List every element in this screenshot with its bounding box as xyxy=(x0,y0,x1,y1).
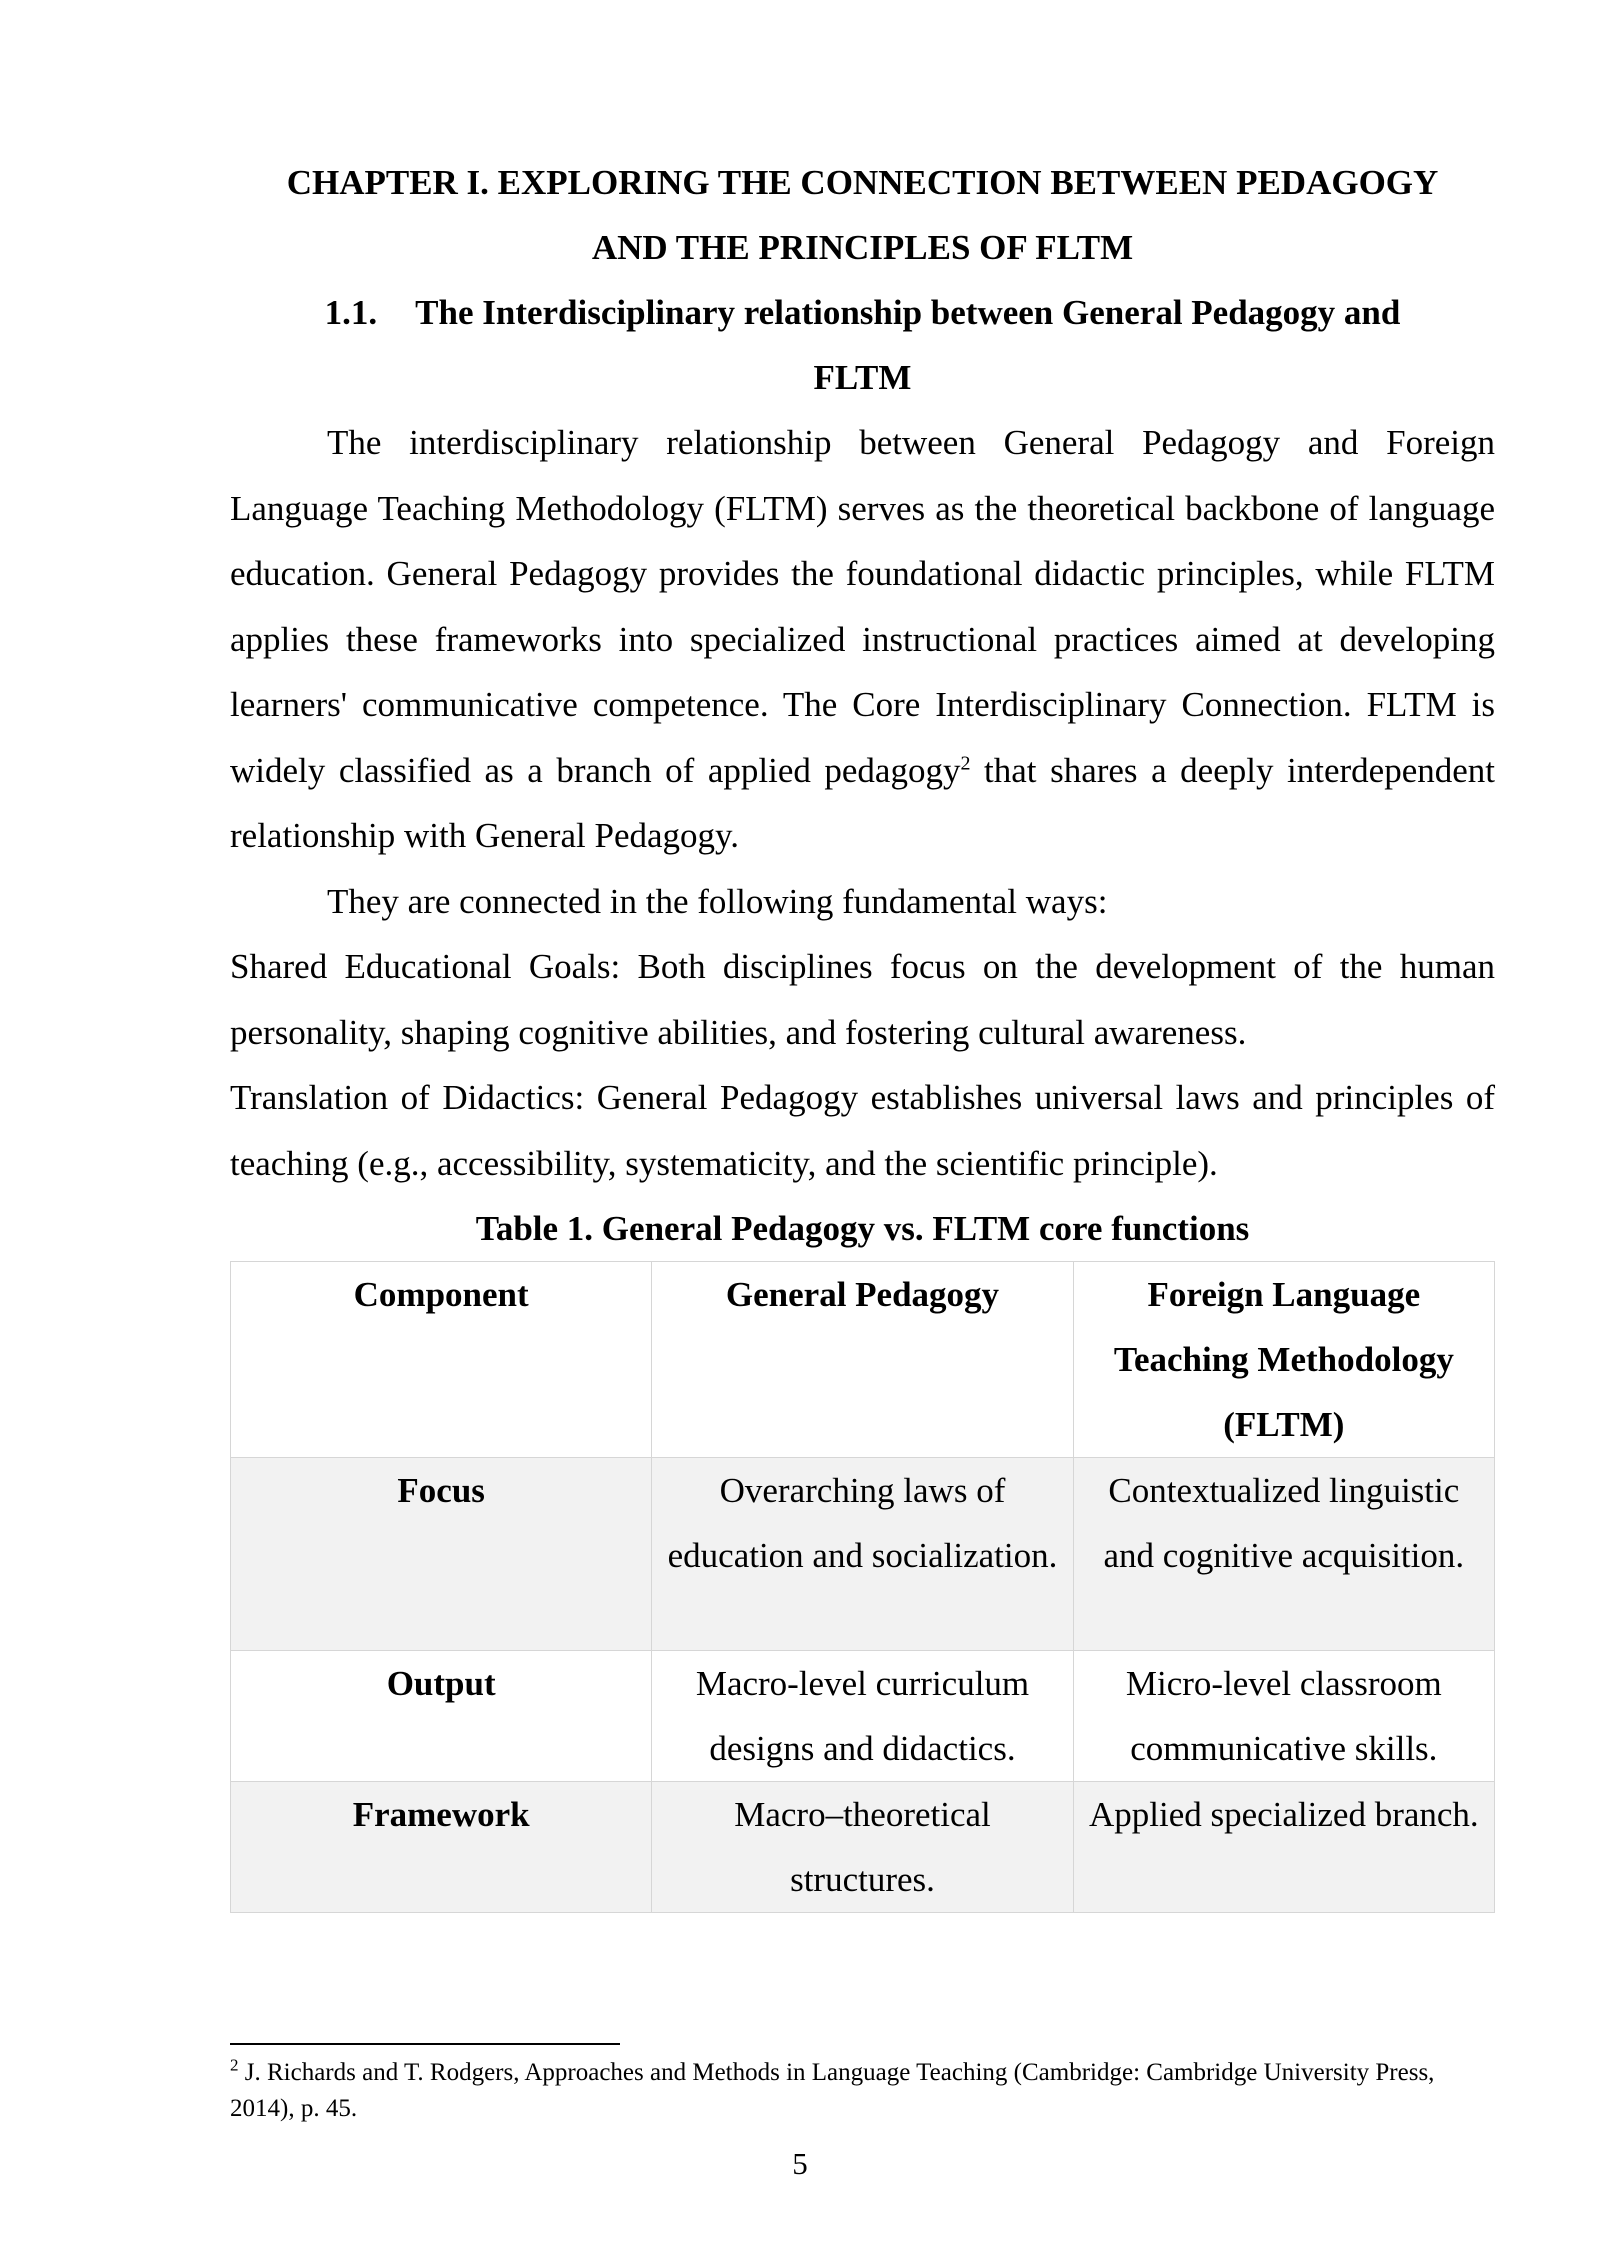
paragraph-3: Shared Educational Goals: Both disciplines focus on the development of the human personality, shaping cognitive abilities, and fostering cultural awareness. xyxy=(230,947,1495,1052)
row-label-focus: Focus xyxy=(231,1458,652,1651)
footnote-reference[interactable]: 2 xyxy=(960,751,971,774)
section-title-line-2: FLTM xyxy=(813,358,912,397)
header-general-pedagogy: General Pedagogy xyxy=(652,1262,1073,1458)
paragraph-2: They are connected in the following fundamental ways: xyxy=(327,881,1108,921)
section-title-line-1: The Interdisciplinary relationship between General Pedagogy and xyxy=(415,293,1401,332)
cell-general-pedagogy: Macro-level curriculum designs and didactics. xyxy=(652,1651,1073,1782)
document-page xyxy=(230,150,1495,1913)
header-fltm: Foreign Language Teaching Methodology (FLTM) xyxy=(1073,1262,1494,1458)
comparison-table xyxy=(230,1261,1495,1913)
paragraph-4: Translation of Didactics: General Pedagogy establishes universal laws and principles of teaching (e.g., accessibility, systematicity, and the scientific principle). xyxy=(230,1078,1495,1183)
footnote-divider xyxy=(230,2043,620,2045)
chapter-title-line-1: CHAPTER I. EXPLORING THE CONNECTION BETWEEN PEDAGOGY xyxy=(286,163,1439,202)
footnote xyxy=(230,2055,1495,2127)
section-heading xyxy=(230,280,1495,410)
section-number: 1.1. xyxy=(324,293,378,332)
footnote-text: J. Richards and T. Rodgers, Approaches and Methods in Language Teaching (Cambridge: Cambridge University Press, 2014), p. 45. xyxy=(230,2059,1435,2122)
table-row xyxy=(231,1458,1495,1651)
chapter-title xyxy=(230,150,1495,280)
cell-fltm: Contextualized linguistic and cognitive acquisition. xyxy=(1073,1458,1494,1651)
cell-general-pedagogy: Macro–theoretical structures. xyxy=(652,1782,1073,1913)
cell-fltm: Applied specialized branch. xyxy=(1073,1782,1494,1913)
paragraph-1-text-end: that shares a deeply interdependent relationship with General Pedagogy. xyxy=(230,750,1496,855)
footnote-marker: 2 xyxy=(230,2055,239,2075)
cell-general-pedagogy: Overarching laws of education and socialization. xyxy=(652,1458,1073,1651)
row-label-framework: Framework xyxy=(231,1782,652,1913)
cell-fltm: Micro-level classroom communicative skills. xyxy=(1073,1651,1494,1782)
paragraph-1 xyxy=(230,410,1495,869)
page-number: 5 xyxy=(792,2146,808,2181)
row-label-output: Output xyxy=(231,1651,652,1782)
chapter-title-line-2: AND THE PRINCIPLES OF FLTM xyxy=(591,228,1134,267)
table-caption: Table 1. General Pedagogy vs. FLTM core functions xyxy=(475,1209,1250,1248)
table-row xyxy=(231,1782,1495,1913)
table-row xyxy=(231,1651,1495,1782)
paragraph-1-text: The interdisciplinary relationship between General Pedagogy and Foreign Language Teaching Methodology (FLTM) serves as the theoretical backbone of language education. General Pedagogy provides the foundational didactic principles, while FLTM applies these frameworks into specialized instructional practices aimed at developing learners' communicative competence. The Core Interdisciplinary Connection. FLTM is widely classified as a branch of applied pedagogy xyxy=(230,423,1495,790)
table-header-row xyxy=(231,1262,1495,1458)
header-component: Component xyxy=(231,1262,652,1458)
